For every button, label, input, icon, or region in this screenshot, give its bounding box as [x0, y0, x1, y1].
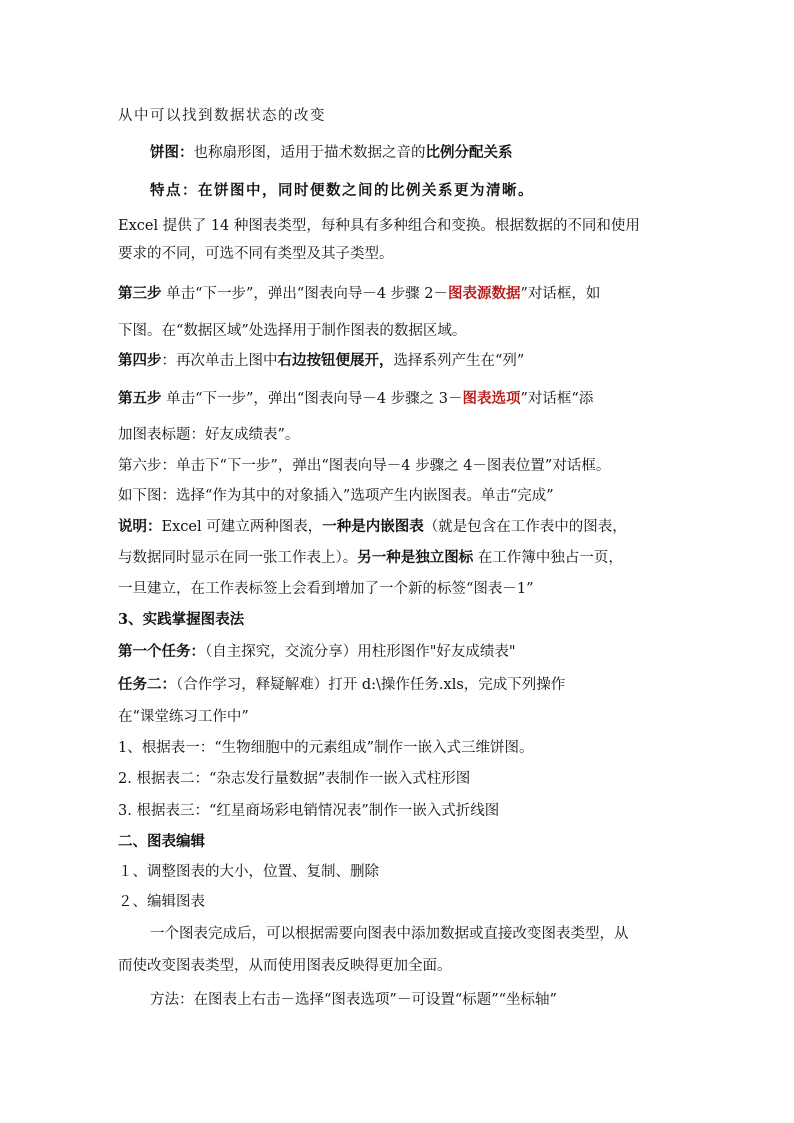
- line-method: 方法：在图表上右击－选择“图表选项”－可设置“标题”“坐标轴”: [150, 992, 557, 1008]
- line-adjust-chart: １、调整图表的大小，位置、复制、删除: [118, 864, 379, 880]
- note-cont-text: 与数据同时显示在同一张工作表上）。: [118, 550, 358, 566]
- step-five-text: 单击“下一步”，弹出“图表向导－4 步骤之 3－: [161, 391, 463, 407]
- step-three-tail: ”对话框，如: [520, 286, 601, 302]
- step-four-emphasis: 右边按钮便展开，: [277, 352, 394, 369]
- line-edit-chart: ２、编辑图表: [118, 894, 205, 910]
- line-step-three: [118, 284, 600, 304]
- line-note-cont: [118, 548, 623, 568]
- note-text: Excel 可建立两种图表，: [161, 519, 323, 535]
- section-heading-chart-edit: 二、图表编辑: [118, 833, 205, 850]
- line-pie-definition: [150, 143, 513, 163]
- line-step-six: 第六步：单击下“下一步”，弹出“图表向导－4 步骤之 4－图表位置”对话框。: [118, 458, 611, 474]
- line-step-five: [118, 389, 593, 409]
- task-two-text: （合作学习，释疑解难）打开 d:\操作任务.xls，完成下列操作: [176, 677, 566, 693]
- note-tail: （就是包含在工作表中的图表，: [423, 519, 627, 535]
- line-classroom-exercise: 在“课堂练习工作中”: [118, 709, 249, 725]
- task-two-label: 任务二：: [118, 676, 176, 693]
- line-pie-feature: 特点：在饼图中，同时便数之间的比例关系更为清晰。: [150, 182, 534, 199]
- step-three-text: 单击“下一步”，弹出“图表向导－4 步骤 2－: [161, 286, 449, 302]
- line-chart-complete: 一个图表完成后，可以根据需要向图表中添加数据或直接改变图表类型，从: [150, 926, 629, 942]
- step-five-label: 第五步: [118, 390, 162, 407]
- step-three-highlight: 图表源数据: [448, 285, 521, 302]
- line-step-six-cont: 如下图：选择“作为其中的对象插入”选项产生内嵌图表。单击“完成”: [118, 488, 554, 504]
- list-item-1: 1、根据表一：“生物细胞中的元素组成”制作一嵌入式三维饼图。: [118, 740, 534, 756]
- line-task-one: [118, 642, 516, 662]
- note-emphasis-embedded: 一种是内嵌图表: [322, 518, 424, 535]
- line-note: [118, 517, 627, 537]
- note-emphasis-standalone: 另一种是独立图标: [357, 549, 474, 566]
- line-step-four: [118, 351, 524, 371]
- section-heading-practice: 3、实践掌握图表法: [118, 611, 245, 628]
- note-label: 说明：: [118, 518, 162, 535]
- note-cont-tail: 在工作簿中独占一页，: [473, 550, 623, 566]
- task-one-label: 第一个任务：: [118, 643, 205, 660]
- line-step-five-cont: 加图表标题：好友成绩表”。: [118, 427, 300, 443]
- task-one-text: （自主探究，交流分享）用柱形图作"好友成绩表": [205, 644, 516, 660]
- list-item-3: 3. 根据表三：“红星商场彩电销情况表”制作一嵌入式折线图: [118, 803, 500, 819]
- step-three-label: 第三步: [118, 285, 162, 302]
- line-excel-types: Excel 提供了 14 种图表类型，每种具有多种组合和变换。根据数据的不同和使用: [118, 218, 640, 234]
- line-excel-types-cont: 要求的不同，可选不同有类型及其子类型。: [118, 246, 394, 262]
- step-five-highlight: 图表选项: [462, 390, 521, 407]
- list-item-2: 2. 根据表二：“杂志发行量数据”表制作一嵌入式柱形图: [118, 771, 471, 787]
- pie-term: 饼图：: [150, 144, 194, 161]
- step-four-tail: 选择系列产生在“列”: [393, 353, 525, 369]
- step-four-text: ：再次单击上图中: [161, 353, 278, 369]
- line-note-cont2: 一旦建立，在工作表标签上会看到增加了一个新的标签“图表－1”: [118, 581, 534, 597]
- pie-emphasis: 比例分配关系: [425, 144, 513, 161]
- line-task-two: [118, 675, 565, 695]
- line-chart-complete-cont: 而使改变图表类型，从而使用图表反映得更加全面。: [118, 958, 452, 974]
- step-five-tail: ”对话框“添: [520, 391, 594, 407]
- line-data-state: 从中可以找到数据状态的改变: [118, 108, 326, 124]
- pie-desc: 也称扇形图，适用于描术数据之音的: [193, 145, 426, 161]
- step-four-label: 第四步: [118, 352, 162, 369]
- line-step-three-cont: 下图。在“数据区域”处选择用于制作图表的数据区域。: [118, 323, 467, 339]
